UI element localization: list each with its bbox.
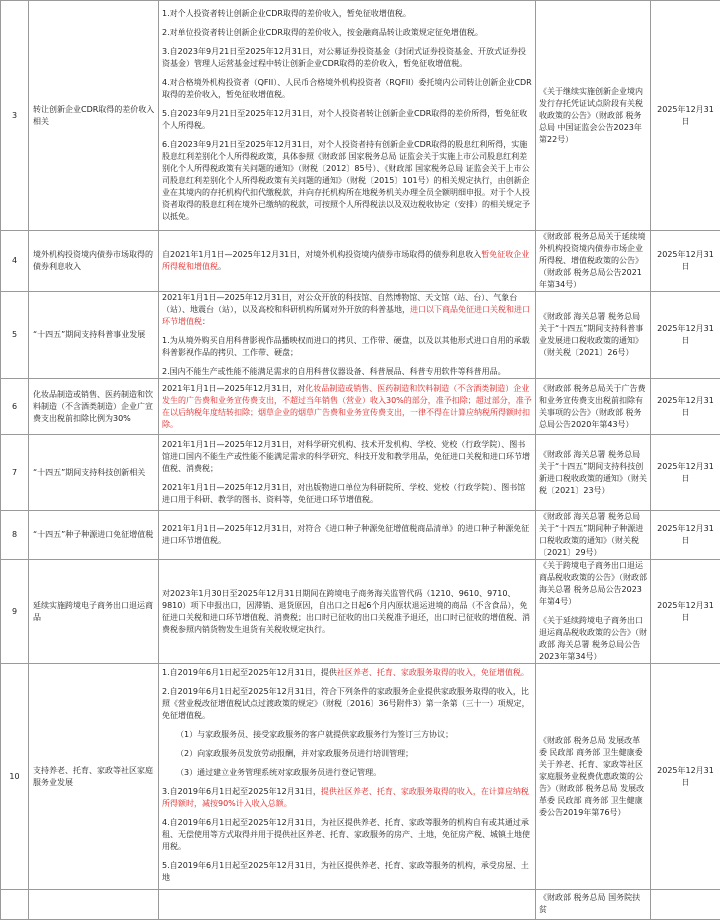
table-row xyxy=(1,231,720,292)
policy-document: 《财政部 税务总局关于广告费和业务宣传费支出税前扣除有关事项的公告》（财政部 税务总局公告2020年第43号） xyxy=(536,379,651,435)
row-index: 5 xyxy=(1,292,29,379)
policy-document: 《关于继续实施创新企业境内发行存托凭证试点阶段有关税收政策的公告》（财政部 税务总局 中国证监会公告2023年第22号） xyxy=(536,1,651,231)
content-text: 2021年1月1日—2025年12月31日，对 xyxy=(162,384,305,393)
policy-content xyxy=(159,890,536,920)
table-row xyxy=(1,1,720,231)
highlight-text: 烟草企业的烟草广告费和业务宣传费支出，一律不得在计算应纳税所得额时扣除。 xyxy=(162,408,530,429)
table-row xyxy=(1,292,720,379)
content-line: 2021年1月1日—2025年12月31日，对出版物进口单位为科研院所、学校、党校（行政学院）、图书馆进口用于科研、教学的图书、资料等，免征进口环节增值税。 xyxy=(162,482,532,506)
content-line: 4.自2019年6月1日起至2025年12月31日，为社区提供养老、托育、家政等服务的机构自有或其通过承租、无偿使用等方式取得并用于提供社区养老、托育、家政服务的房产、土地，免征房产税、城镇土地使用税。 xyxy=(162,817,532,853)
expiry-date xyxy=(651,890,720,920)
table-row xyxy=(1,560,720,664)
policy-content xyxy=(159,1,536,231)
row-index: 7 xyxy=(1,435,29,511)
expiry-date: 2025年12月31日 xyxy=(651,560,720,664)
policy-name: 化妆品制造或销售、医药制造和饮料制造（不含酒类制造）企业广宣费支出税前扣除比例为30% xyxy=(29,379,159,435)
expiry-date: 2025年12月31日 xyxy=(651,379,720,435)
row-index: 6 xyxy=(1,379,29,435)
row-index: 9 xyxy=(1,560,29,664)
content-text: 2021年1月1日—2025年12月31日，对公众开放的科技馆、自然博物馆、天文馆（站、台）、气象台（站）、地震台（站），以及高校和科研机构所属对外开放的科普基地， xyxy=(162,293,517,314)
content-line: （2）向家政服务员发放劳动报酬，并对家政服务员进行培训管理； xyxy=(162,748,532,760)
expiry-date: 2025年12月31日 xyxy=(651,435,720,511)
table-row xyxy=(1,379,720,435)
policy-name: 境外机构投资境内债券市场取得的债券利息收入 xyxy=(29,231,159,292)
content-line: 2.国内不能生产或性能不能满足需求的自用科普仪器设备、科普展品、科普专用软件等科普用品。 xyxy=(162,366,532,378)
content-line: 2.自2019年6月1日起至2025年12月31日，符合下列条件的家政服务企业提供家政服务取得的收入，比照《营业税改征增值税试点过渡政策的规定》（财税〔2016〕36号附件3）第一条第（三十一）项规定，免征增值税。 xyxy=(162,686,532,722)
policy-document: 《财政部 税务总局关于延续境外机构投资境内债券市场企业所得税、增值税政策的公告》（财政部 税务总局公告2021年第34号） xyxy=(536,231,651,292)
highlight-text: 提供社区养老、托育、家政服务取得的收入，在计算应纳税所得额时，减按90%计入收入总额。 xyxy=(162,787,529,808)
expiry-date: 2025年12月31日 xyxy=(651,231,720,292)
policy-content xyxy=(159,664,536,890)
table-row xyxy=(1,664,720,890)
policy-document: 《财政部 海关总署 税务总局关于“十四五”期间支持科普事业发展进口税收政策的通知》（财关税〔2021〕26号） xyxy=(536,292,651,379)
table-row xyxy=(1,511,720,560)
content-text: 自2021年1月1日—2025年12月31日，对境外机构投资境内债券市场取得的债券利息收入 xyxy=(162,250,481,259)
content-line: 2021年1月1日—2025年12月31日，对科学研究机构、技术开发机构、学校、党校（行政学院）、图书馆进口国内不能生产或性能不能满足需求的科学研究、科技开发和教学用品，免征进口关税和进口环节增值税、消费税； xyxy=(162,439,532,475)
policy-content xyxy=(159,292,536,379)
expiry-date: 2025年12月31日 xyxy=(651,292,720,379)
content-text: 3.自2019年6月1日起至2025年12月31日， xyxy=(162,787,321,796)
content-line: （3）通过建立业务管理系统对家政服务员进行登记管理。 xyxy=(162,767,532,779)
policy-name: “十四五”种子种源进口免征增值税 xyxy=(29,511,159,560)
document-ref: 《关于跨境电子商务出口退运商品税收政策的公告》（财政部 海关总署 税务总局公告2023年第4号） xyxy=(539,560,647,608)
content-line: 1.对个人投资者转让创新企业CDR取得的差价收入，暂免征收增值税。 xyxy=(162,8,532,20)
content-line: 2.对单位投资者转让创新企业CDR取得的差价收入，按金融商品转让政策规定征免增值税。 xyxy=(162,27,532,39)
row-index xyxy=(1,890,29,920)
content-line: 1.为从境外购买自用科普影视作品播映权而进口的拷贝、工作带、硬盘，以及以其他形式进口自用的承载科普影视作品的拷贝、工作带、硬盘； xyxy=(162,335,532,359)
policy-name xyxy=(29,890,159,920)
content-line: 6.自2023年9月21日至2025年12月31日，对个人投资者持有创新企业CDR取得的股息红利所得，实施股息红利差别化个人所得税政策，具体参照《财政部 国家税务总局 证监会关于实施上市公司股息红利差别化个人所得税政策有关问题的通知》（财税〔2012〕85号）、《财政部 国家税务总局 证监会关于上市公司股息红利差别化个人所得税政策有关问题的通知》（财税〔2015〕101号）的相关规定执行，由创新企业在其境内的存托机构代扣代缴税款，并向存托机构所在地税务机关办理全员全额明细申报。对于个人投资者取得的股息红利在境外已缴纳的税款，可按照个人所得税法以及双边税收协定（安排）的相关规定予以抵免。 xyxy=(162,139,532,223)
row-index: 3 xyxy=(1,1,29,231)
content-line: 5.自2023年9月21日至2025年12月31日，对个人投资者转让创新企业CDR取得的差价所得，暂免征收个人所得税。 xyxy=(162,108,532,132)
content-line: 3.自2023年9月21日至2025年12月31日，对公募证券投资基金（封闭式证券投资基金、开放式证券投资基金）管理人运营基金过程中转让创新企业CDR取得的差价收入，暂免征收增值税。 xyxy=(162,46,532,70)
expiry-date: 2025年12月31日 xyxy=(651,664,720,890)
row-index: 4 xyxy=(1,231,29,292)
policy-document: 《财政部 税务总局 发展改革委 民政部 商务部 卫生健康委关于养老、托育、家政等社区家庭服务业税费优惠政策的公告》（财政部 税务总局 发展改革委 民政部 商务部 卫生健康委公告2019年第76号） xyxy=(536,664,651,890)
row-index: 8 xyxy=(1,511,29,560)
highlight-text: 社区养老、托育、家政服务取得的收入，免征增值税。 xyxy=(337,668,529,677)
expiry-date: 2025年12月31日 xyxy=(651,1,720,231)
highlight-text: 暂免征收企业所得税和增值税 xyxy=(162,250,529,271)
policy-content xyxy=(159,435,536,511)
content-line: 5.自2019年6月1日起至2025年12月31日，为社区提供养老、托育、家政等服务的机构，承受房屋、土地 xyxy=(162,860,532,884)
content-text: 1.自2019年6月1日起至2025年12月31日，提供 xyxy=(162,668,337,677)
content-line: 4.对合格境外机构投资者（QFII）、人民币合格境外机构投资者（RQFII）委托境内公司转让创新企业CDR取得的差价收入，暂免征收增值税。 xyxy=(162,77,532,101)
policy-content xyxy=(159,379,536,435)
policy-document: 《财政部 税务总局 国务院扶贫 xyxy=(536,890,651,920)
policy-name: 支持养老、托育、家政等社区家庭服务业发展 xyxy=(29,664,159,890)
content-text: 。 xyxy=(218,262,226,271)
policy-name: 转让创新企业CDR取得的差价收入相关 xyxy=(29,1,159,231)
row-index: 10 xyxy=(1,664,29,890)
policy-name: “十四五”期间支持科普事业发展 xyxy=(29,292,159,379)
policy-name: 延续实施跨境电子商务出口退运商品 xyxy=(29,560,159,664)
policy-name: “十四五”期间支持科技创新相关 xyxy=(29,435,159,511)
table-row xyxy=(1,435,720,511)
expiry-date: 2025年12月31日 xyxy=(651,511,720,560)
policy-document: 《财政部 海关总署 税务总局关于“十四五”期间种子种源进口税收政策的通知》（财关税〔2021〕29号） xyxy=(536,511,651,560)
content-line: （1）与家政服务员、接受家政服务的客户就提供家政服务行为签订三方协议； xyxy=(162,729,532,741)
highlight-text: 化妆品制造或销售、医药制造和饮料制造（不含酒类制造）企业发生的广告费和业务宣传费支出，不超过当年销售（营业）收入30%的部分，准予扣除；超过部分，准予在以后纳税年度结转扣除； xyxy=(162,384,532,417)
document-ref: 《关于延续跨境电子商务出口退运商品税收政策的公告》（财政部 海关总署 税务总局公告2023年第34号） xyxy=(539,615,647,663)
content-text: ： xyxy=(202,317,210,326)
table-row xyxy=(1,890,720,920)
policy-content: 对2023年1月30日至2025年12月31日期间在跨境电子商务海关监管代码（1210、9610、9710、9810）项下申报出口，因滞销、退货原因，自出口之日起6个月内原状退运进境的商品（不含食品），免征进口关税和进口环节增值税、消费税；出口时已征收的出口关税准予退还，出口时已征收的增值税、消费税参照内销货物发生退货有关税收规定执行。 xyxy=(159,560,536,664)
highlight-text: 进口以下商品免征进口关税和进口环节增值税 xyxy=(162,305,530,326)
policy-content xyxy=(159,231,536,292)
policy-content: 2021年1月1日—2025年12月31日，对符合《进口种子种源免征增值税商品清单》的进口种子种源免征进口环节增值税。 xyxy=(159,511,536,560)
policy-document xyxy=(536,560,651,664)
policy-document: 《财政部 海关总署 税务总局关于“十四五”期间支持科技创新进口税收政策的通知》（财关税〔2021〕23号） xyxy=(536,435,651,511)
